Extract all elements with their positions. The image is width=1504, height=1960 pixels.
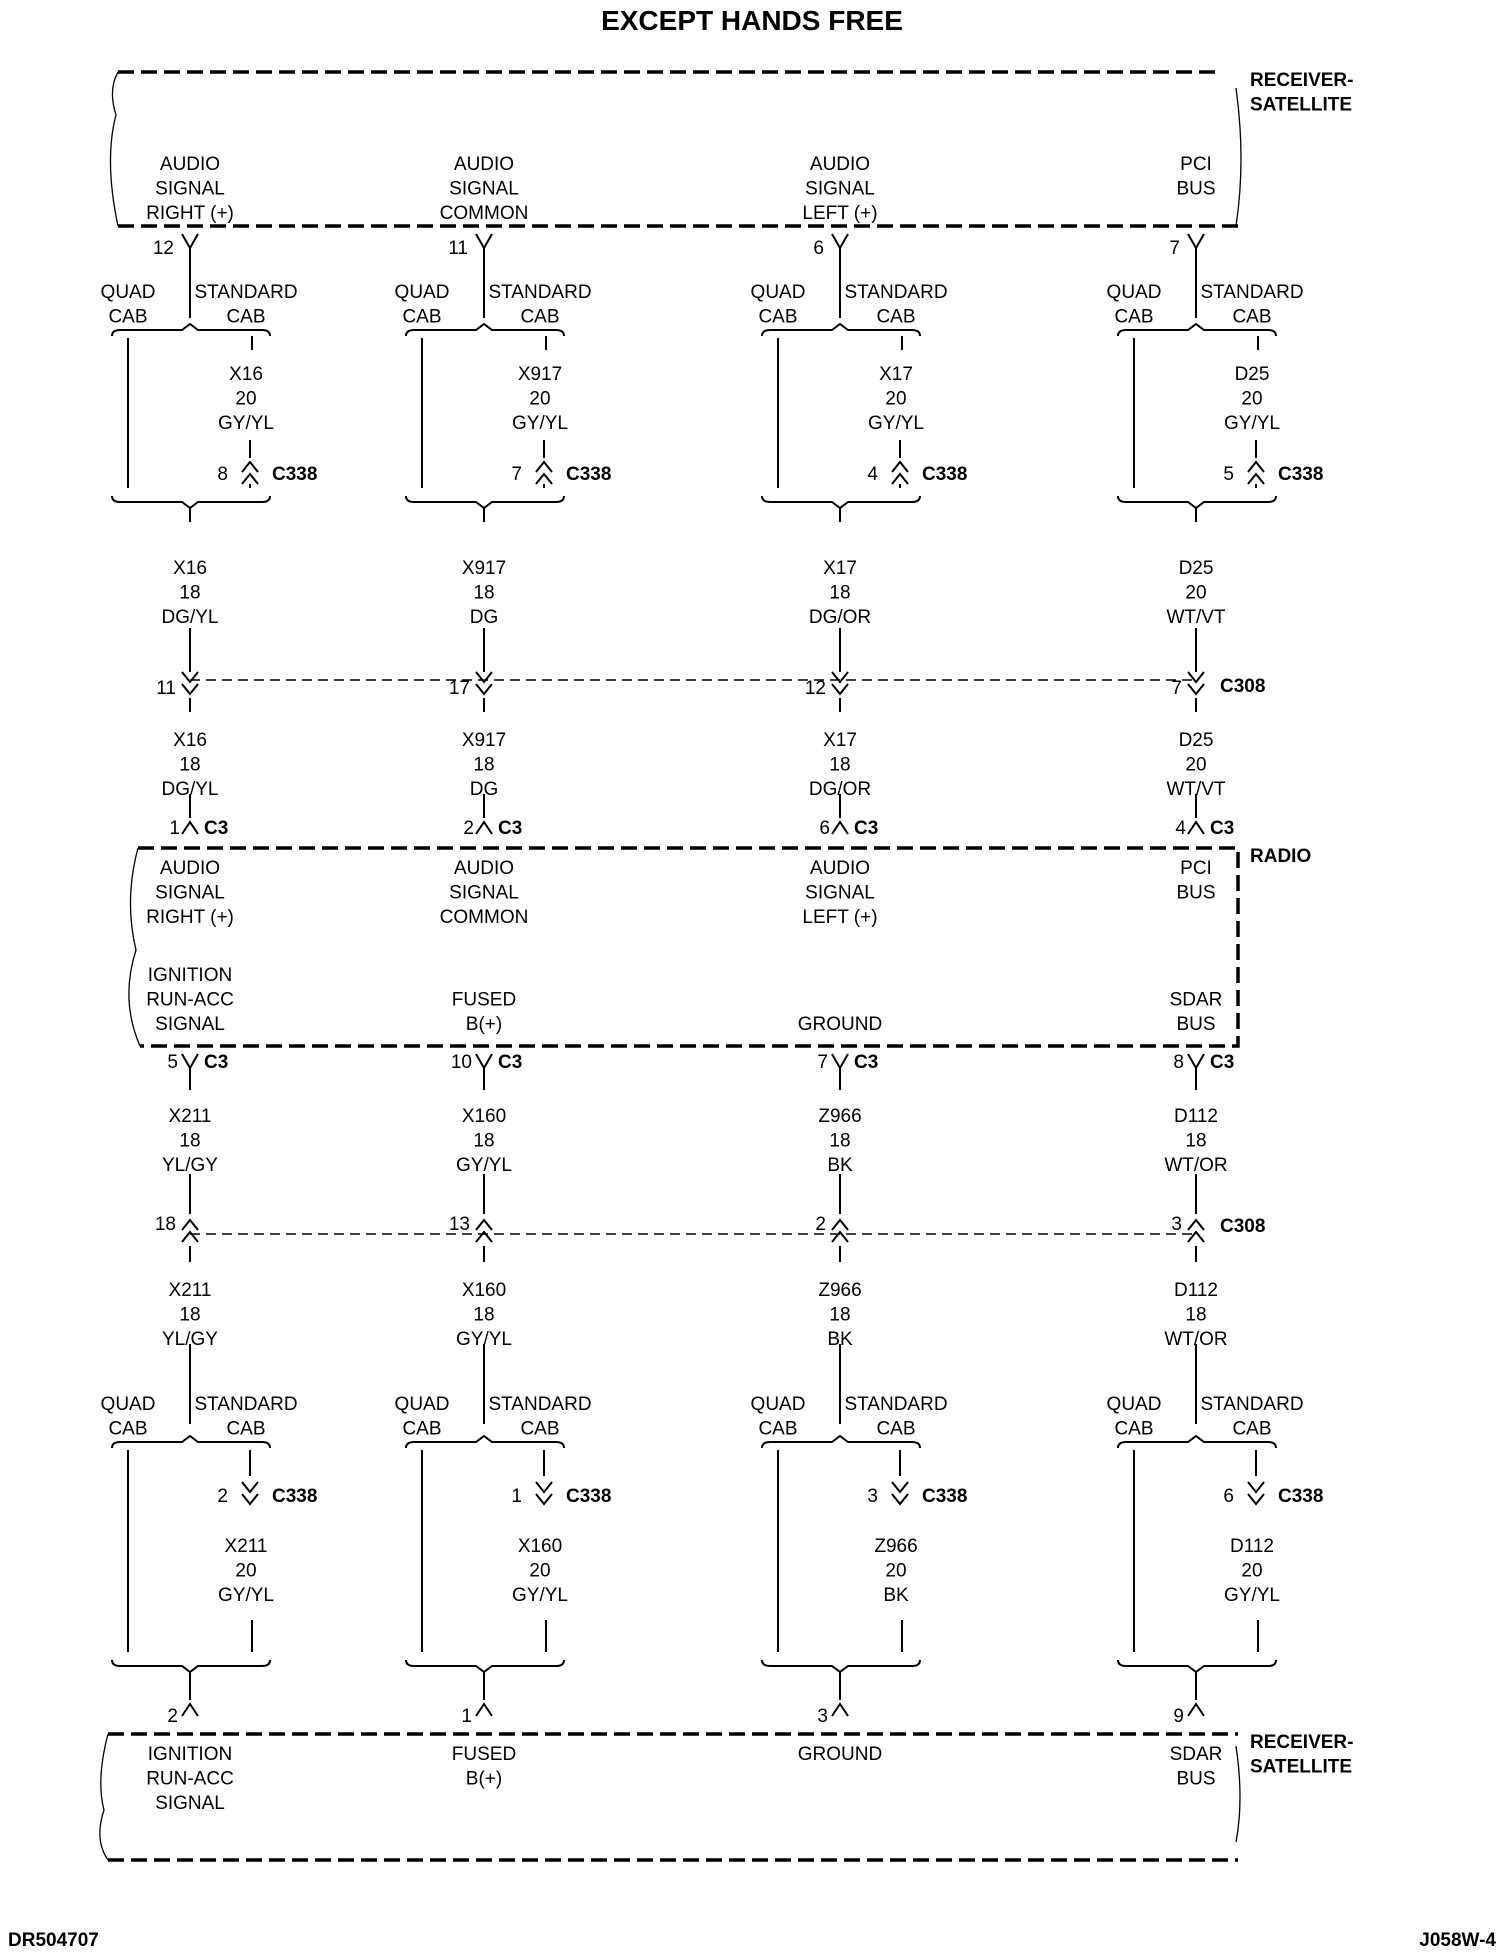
radio-border bbox=[138, 848, 1238, 1046]
col2-radio-bottom-terminal bbox=[476, 1054, 492, 1068]
col2-branch-top-standard-label: STANDARD bbox=[488, 282, 592, 303]
col1-branch-top-wire-label: GY/YL bbox=[218, 413, 274, 434]
col2-branch-bottom-c338-connector bbox=[536, 1494, 552, 1504]
col3-branch-top-c338-connector bbox=[892, 474, 908, 484]
col2-wire-b-label: X917 bbox=[461, 730, 507, 751]
col1-branch-top-quad-label: QUAD bbox=[100, 282, 156, 303]
col4-wire-b-label: 20 bbox=[1185, 754, 1207, 776]
receiver-satellite-bottom-label: SATELLITE bbox=[1250, 1756, 1353, 1778]
col3-wire-b-label: X17 bbox=[823, 730, 857, 751]
col3-wire-d-label: BK bbox=[827, 1329, 853, 1350]
col2-radio-bottom-pin: 10 bbox=[450, 1052, 472, 1073]
col3-branch-bottom-wire-label: 20 bbox=[885, 1560, 907, 1582]
col2-branch-bottom-quad-label: CAB bbox=[402, 1418, 442, 1440]
col2-branch-bottom-standard-label: CAB bbox=[520, 1418, 560, 1440]
col3-c308-top-pin: 12 bbox=[804, 678, 826, 699]
c308-top-label: C308 bbox=[1220, 676, 1266, 697]
col1-branch-top-quad-label: CAB bbox=[108, 306, 148, 328]
footer-right-code: J058W-4 bbox=[1419, 1930, 1496, 1951]
col3-radio-bottom-pin: 7 bbox=[817, 1052, 828, 1073]
col1-branch-bottom-wire-label: X211 bbox=[224, 1536, 268, 1557]
col4-wire-d-label: 18 bbox=[1185, 1304, 1207, 1326]
col2-radio-top-pin-label: COMMON bbox=[439, 907, 529, 928]
col1-wire-a-label: DG/YL bbox=[161, 607, 219, 628]
col4-branch-bottom-standard-label: CAB bbox=[1232, 1418, 1272, 1440]
col3-receiver-top-pin-label: LEFT (+) bbox=[802, 203, 878, 224]
col2-branch-top-wire-label: GY/YL bbox=[512, 413, 568, 434]
col2-receiver-top-pin-terminal bbox=[476, 234, 492, 248]
col4-radio-top-terminal bbox=[1188, 822, 1204, 834]
col4-wire-d-label: D112 bbox=[1173, 1280, 1219, 1301]
col2-wire-c-label: 18 bbox=[473, 1130, 495, 1152]
col4-radio-bottom-pin-label: SDAR bbox=[1169, 989, 1223, 1011]
col1-branch-bottom-c338-connector bbox=[242, 1494, 258, 1504]
col4-receiver-bottom-pin: 9 bbox=[1173, 1706, 1184, 1727]
col1-branch-top-c338-pin: 8 bbox=[217, 464, 228, 485]
col2-receiver-top-pin-label: COMMON bbox=[439, 203, 529, 224]
col1-branch-bottom-c338-pin: 2 bbox=[217, 1486, 228, 1507]
col4-branch-top-merge-bracket bbox=[1118, 496, 1276, 508]
col3-branch-bottom-c338-pin: 3 bbox=[867, 1486, 878, 1507]
col3-wire-c-label: 18 bbox=[829, 1130, 851, 1152]
receiver-satellite-top-right-edge bbox=[1236, 88, 1241, 226]
col4-branch-bottom-quad-label: CAB bbox=[1114, 1418, 1154, 1440]
receiver-satellite-bottom-label: RECEIVER- bbox=[1250, 1732, 1354, 1753]
col1-radio-bottom-terminal bbox=[182, 1054, 198, 1068]
receiver-satellite-bottom-left-edge bbox=[100, 1734, 108, 1860]
col1-radio-bottom-pin-label: IGNITION bbox=[147, 965, 233, 986]
col1-radio-top-pin-label: SIGNAL bbox=[155, 882, 225, 904]
col3-branch-top-standard-label: CAB bbox=[876, 306, 916, 328]
col1-radio-bottom-pin-label: SIGNAL bbox=[155, 1014, 225, 1035]
col3-wire-a-label: 18 bbox=[829, 582, 851, 604]
col2-branch-top-wire-label: 20 bbox=[529, 388, 551, 410]
col4-c308-bottom-pin: 3 bbox=[1171, 1214, 1182, 1235]
col2-wire-d-label: GY/YL bbox=[456, 1329, 512, 1350]
col1-branch-top-merge-bracket bbox=[112, 496, 270, 508]
col3-branch-top-c338-label: C338 bbox=[922, 464, 968, 485]
col2-branch-top-merge-bracket bbox=[406, 496, 564, 508]
col4-receiver-bottom-pin-label: SDAR bbox=[1169, 1744, 1223, 1765]
col1-branch-bottom-merge-bracket bbox=[112, 1660, 270, 1672]
col2-wire-d-label: 18 bbox=[473, 1304, 495, 1326]
col3-branch-bottom-c338-connector bbox=[892, 1494, 908, 1504]
col1-branch-bottom-c338-label: C338 bbox=[272, 1486, 318, 1507]
col1-wire-b-label: X16 bbox=[173, 730, 207, 751]
col3-branch-top-standard-label: STANDARD bbox=[844, 282, 948, 303]
col2-branch-top-c338-connector bbox=[536, 462, 552, 472]
col2-wire-a-label: DG bbox=[469, 607, 499, 628]
col3-c308-bottom-connector bbox=[832, 1220, 848, 1230]
col3-branch-top-wire-label: X17 bbox=[879, 364, 913, 385]
col2-branch-bottom-c338-label: C338 bbox=[566, 1486, 612, 1507]
col4-branch-top-c338-connector bbox=[1248, 474, 1264, 484]
col1-wire-a-label: X16 bbox=[173, 558, 207, 579]
col2-branch-bottom-merge-bracket bbox=[406, 1660, 564, 1672]
col4-branch-bottom-merge-bracket bbox=[1118, 1660, 1276, 1672]
col4-radio-bottom-pin-label: BUS bbox=[1176, 1014, 1216, 1035]
col4-branch-top-wire-label: D25 bbox=[1234, 364, 1270, 385]
col2-radio-top-pin-label: SIGNAL bbox=[449, 882, 519, 904]
col2-wire-c-label: X160 bbox=[461, 1106, 507, 1127]
col1-receiver-bottom-pin-label: IGNITION bbox=[147, 1744, 233, 1765]
col1-wire-c-label: X211 bbox=[168, 1106, 212, 1127]
col1-branch-top-c338-connector bbox=[242, 462, 258, 472]
col1-wire-d-label: X211 bbox=[168, 1280, 212, 1301]
col3-radio-bottom-pin-label: GROUND bbox=[797, 1014, 883, 1035]
col3-radio-top-pin-label: SIGNAL bbox=[805, 882, 875, 904]
col2-branch-top-standard-label: CAB bbox=[520, 306, 560, 328]
col1-branch-bottom-wire-label: 20 bbox=[235, 1560, 257, 1582]
col4-branch-bottom-c338-label: C338 bbox=[1278, 1486, 1324, 1507]
col1-branch-top-standard-label: STANDARD bbox=[194, 282, 298, 303]
col1-branch-top-wire-label: 20 bbox=[235, 388, 257, 410]
col2-branch-top-c338-pin: 7 bbox=[511, 464, 522, 485]
col4-wire-a-label: 20 bbox=[1185, 582, 1207, 604]
col1-radio-bottom-pin: 5 bbox=[167, 1052, 178, 1073]
col2-receiver-bottom-pin: 1 bbox=[461, 1706, 472, 1727]
col1-wire-a-label: 18 bbox=[179, 582, 201, 604]
col3-radio-top-pin-label: LEFT (+) bbox=[802, 907, 878, 928]
col3-branch-top-quad-label: CAB bbox=[758, 306, 798, 328]
receiver-satellite-bottom-right-edge bbox=[1236, 1746, 1240, 1842]
col4-branch-top-wire-label: 20 bbox=[1241, 388, 1263, 410]
col3-receiver-bottom-terminal bbox=[832, 1704, 848, 1716]
col2-receiver-top-pin-number: 11 bbox=[448, 238, 468, 259]
col4-receiver-bottom-pin-label: BUS bbox=[1176, 1768, 1216, 1790]
col1-wire-b-label: DG/YL bbox=[161, 779, 219, 800]
col4-radio-top-pin: 4 bbox=[1175, 818, 1186, 839]
col4-receiver-top-pin-number: 7 bbox=[1169, 238, 1180, 259]
col3-receiver-top-pin-label: SIGNAL bbox=[805, 178, 875, 200]
col4-c308-top-pin: 7 bbox=[1171, 678, 1182, 699]
col3-branch-bottom-quad-label: QUAD bbox=[750, 1394, 806, 1415]
col1-branch-bottom-standard-label: STANDARD bbox=[194, 1394, 298, 1415]
col1-radio-bottom-pin-label: RUN-ACC bbox=[146, 989, 234, 1011]
col4-wire-c-label: WT/OR bbox=[1164, 1155, 1228, 1176]
col4-c308-bottom-connector bbox=[1188, 1220, 1204, 1230]
col4-wire-c-label: 18 bbox=[1185, 1130, 1207, 1152]
col3-branch-top-merge-bracket bbox=[762, 496, 920, 508]
c308-bottom-label: C308 bbox=[1220, 1216, 1266, 1237]
col1-branch-top-c338-label: C338 bbox=[272, 464, 318, 485]
col1-branch-top-c338-connector bbox=[242, 474, 258, 484]
col2-branch-bottom-c338-pin: 1 bbox=[511, 1486, 522, 1507]
col4-radio-bottom-conn: C3 bbox=[1210, 1052, 1235, 1073]
col1-receiver-top-pin-number: 12 bbox=[152, 238, 174, 259]
col3-wire-d-label: Z966 bbox=[818, 1280, 862, 1301]
col2-radio-top-pin-label: AUDIO bbox=[453, 858, 515, 879]
col4-branch-bottom-c338-connector bbox=[1248, 1482, 1264, 1492]
col3-radio-bottom-conn: C3 bbox=[854, 1052, 879, 1073]
col4-branch-top-c338-connector bbox=[1248, 462, 1264, 472]
col1-branch-bottom-standard-label: CAB bbox=[226, 1418, 266, 1440]
col3-receiver-bottom-pin: 3 bbox=[817, 1706, 828, 1727]
col3-branch-top-wire-label: 20 bbox=[885, 388, 907, 410]
col4-radio-top-pin-label: PCI bbox=[1180, 858, 1212, 879]
col3-radio-top-pin: 6 bbox=[819, 818, 830, 839]
col2-wire-c-label: GY/YL bbox=[456, 1155, 512, 1176]
col1-branch-bottom-quad-label: QUAD bbox=[100, 1394, 156, 1415]
col2-branch-top-quad-label: CAB bbox=[402, 306, 442, 328]
col2-branch-bottom-wire-label: 20 bbox=[529, 1560, 551, 1582]
col1-wire-d-label: 18 bbox=[179, 1304, 201, 1326]
col2-branch-bottom-standard-label: STANDARD bbox=[488, 1394, 592, 1415]
col1-branch-bottom-quad-label: CAB bbox=[108, 1418, 148, 1440]
col3-branch-top-quad-label: QUAD bbox=[750, 282, 806, 303]
col3-receiver-bottom-pin-label: GROUND bbox=[797, 1744, 883, 1765]
col2-c308-bottom-pin: 13 bbox=[448, 1214, 470, 1235]
radio-left-edge bbox=[129, 848, 140, 1046]
col4-branch-top-quad-label: QUAD bbox=[1106, 282, 1162, 303]
col2-receiver-bottom-pin-label: FUSED bbox=[451, 1744, 517, 1765]
col4-branch-bottom-wire-label: GY/YL bbox=[1224, 1585, 1280, 1606]
col1-wire-d-label: YL/GY bbox=[162, 1329, 218, 1350]
col1-branch-bottom-c338-connector bbox=[242, 1482, 258, 1492]
col3-radio-bottom-terminal bbox=[832, 1054, 848, 1068]
col2-branch-top-c338-label: C338 bbox=[566, 464, 612, 485]
col2-wire-a-label: X917 bbox=[461, 558, 507, 579]
receiver-satellite-top-label: RECEIVER- bbox=[1250, 70, 1354, 91]
col2-branch-bottom-quad-label: QUAD bbox=[394, 1394, 450, 1415]
col3-wire-b-label: DG/OR bbox=[808, 779, 872, 800]
col3-radio-top-terminal bbox=[832, 822, 848, 834]
col4-receiver-bottom-terminal bbox=[1188, 1704, 1204, 1716]
col3-branch-bottom-c338-label: C338 bbox=[922, 1486, 968, 1507]
col3-branch-top-c338-connector bbox=[892, 462, 908, 472]
col1-wire-b-label: 18 bbox=[179, 754, 201, 776]
col3-wire-c-label: BK bbox=[827, 1155, 853, 1176]
col1-radio-bottom-conn: C3 bbox=[204, 1052, 229, 1073]
col2-radio-bottom-pin-label: FUSED bbox=[451, 989, 517, 1011]
col2-wire-b-label: 18 bbox=[473, 754, 495, 776]
col4-wire-a-label: WT/VT bbox=[1166, 607, 1226, 628]
col2-radio-top-pin: 2 bbox=[463, 818, 474, 839]
col1-receiver-top-pin-label: RIGHT (+) bbox=[146, 203, 234, 224]
col1-c308-top-pin: 11 bbox=[156, 678, 176, 699]
col4-branch-bottom-c338-pin: 6 bbox=[1223, 1486, 1234, 1507]
col1-radio-top-pin: 1 bbox=[169, 818, 180, 839]
col1-radio-top-terminal bbox=[182, 822, 198, 834]
col1-receiver-bottom-pin-label: SIGNAL bbox=[155, 1793, 225, 1814]
col2-radio-top-terminal bbox=[476, 822, 492, 834]
col2-wire-b-label: DG bbox=[469, 779, 499, 800]
col1-receiver-bottom-pin: 2 bbox=[167, 1706, 178, 1727]
col2-branch-bottom-wire-label: GY/YL bbox=[512, 1585, 568, 1606]
col3-branch-bottom-standard-label: STANDARD bbox=[844, 1394, 948, 1415]
col1-wire-c-label: YL/GY bbox=[162, 1155, 218, 1176]
col4-c308-top-connector bbox=[1188, 684, 1204, 694]
radio-label: RADIO bbox=[1250, 846, 1312, 867]
col4-radio-bottom-terminal bbox=[1188, 1054, 1204, 1068]
receiver-satellite-top-label: SATELLITE bbox=[1250, 94, 1353, 116]
col3-wire-c-label: Z966 bbox=[818, 1106, 862, 1127]
col1-radio-top-conn: C3 bbox=[204, 818, 229, 839]
col2-receiver-bottom-pin-label: B(+) bbox=[465, 1768, 503, 1790]
col3-branch-bottom-merge-bracket bbox=[762, 1660, 920, 1672]
col1-radio-top-pin-label: AUDIO bbox=[159, 858, 221, 879]
col2-receiver-top-pin-label: AUDIO bbox=[453, 154, 515, 175]
col2-radio-bottom-conn: C3 bbox=[498, 1052, 523, 1073]
col1-wire-c-label: 18 bbox=[179, 1130, 201, 1152]
col2-branch-bottom-c338-connector bbox=[536, 1482, 552, 1492]
col4-receiver-top-pin-label: PCI bbox=[1180, 154, 1212, 175]
col2-c308-top-connector bbox=[476, 684, 492, 694]
col3-receiver-top-pin-terminal bbox=[832, 234, 848, 248]
col3-receiver-top-pin-number: 6 bbox=[813, 238, 824, 259]
col1-receiver-bottom-pin-label: RUN-ACC bbox=[146, 1768, 234, 1790]
col2-branch-top-quad-label: QUAD bbox=[394, 282, 450, 303]
col3-branch-bottom-wire-label: BK bbox=[883, 1585, 909, 1606]
col3-wire-d-label: 18 bbox=[829, 1304, 851, 1326]
col4-branch-top-quad-label: CAB bbox=[1114, 306, 1154, 328]
col2-c308-top-pin: 17 bbox=[448, 678, 470, 699]
col1-receiver-top-pin-label: AUDIO bbox=[159, 154, 221, 175]
col4-wire-c-label: D112 bbox=[1173, 1106, 1219, 1127]
col3-branch-bottom-wire-label: Z966 bbox=[874, 1536, 918, 1557]
col2-radio-bottom-pin-label: B(+) bbox=[465, 1014, 503, 1035]
col4-branch-bottom-wire-label: 20 bbox=[1241, 1560, 1263, 1582]
col3-wire-a-label: X17 bbox=[823, 558, 857, 579]
col3-radio-top-pin-label: AUDIO bbox=[809, 858, 871, 879]
col4-wire-a-label: D25 bbox=[1178, 558, 1214, 579]
footer-left-code: DR504707 bbox=[8, 1930, 99, 1951]
col1-receiver-top-pin-terminal bbox=[182, 234, 198, 248]
col4-receiver-top-pin-terminal bbox=[1188, 234, 1204, 248]
col1-c308-bottom-connector bbox=[182, 1220, 198, 1230]
col1-branch-top-standard-label: CAB bbox=[226, 306, 266, 328]
col3-c308-top-connector bbox=[832, 684, 848, 694]
col2-wire-d-label: X160 bbox=[461, 1280, 507, 1301]
col3-wire-a-label: DG/OR bbox=[808, 607, 872, 628]
col3-branch-top-c338-pin: 4 bbox=[867, 464, 878, 485]
col4-branch-bottom-standard-label: STANDARD bbox=[1200, 1394, 1304, 1415]
col3-branch-top-wire-label: GY/YL bbox=[868, 413, 924, 434]
col1-receiver-bottom-terminal bbox=[182, 1704, 198, 1716]
col3-branch-bottom-quad-label: CAB bbox=[758, 1418, 798, 1440]
col2-branch-bottom-wire-label: X160 bbox=[517, 1536, 563, 1557]
col3-branch-bottom-standard-label: CAB bbox=[876, 1418, 916, 1440]
col4-branch-top-standard-label: STANDARD bbox=[1200, 282, 1304, 303]
col1-branch-top-wire-label: X16 bbox=[229, 364, 263, 385]
diagram-title: EXCEPT HANDS FREE bbox=[601, 5, 903, 36]
col3-radio-top-conn: C3 bbox=[854, 818, 879, 839]
col4-branch-top-c338-pin: 5 bbox=[1223, 464, 1234, 485]
col4-radio-top-pin-label: BUS bbox=[1176, 882, 1216, 904]
col2-receiver-top-pin-label: SIGNAL bbox=[449, 178, 519, 200]
col4-radio-bottom-pin: 8 bbox=[1173, 1052, 1184, 1073]
col1-receiver-top-pin-label: SIGNAL bbox=[155, 178, 225, 200]
col1-c308-top-connector bbox=[182, 684, 198, 694]
col2-radio-top-conn: C3 bbox=[498, 818, 523, 839]
col1-radio-top-pin-label: RIGHT (+) bbox=[146, 907, 234, 928]
col1-c308-bottom-pin: 18 bbox=[154, 1214, 176, 1235]
col4-wire-b-label: D25 bbox=[1178, 730, 1214, 751]
col2-branch-top-c338-connector bbox=[536, 474, 552, 484]
col3-branch-bottom-c338-connector bbox=[892, 1482, 908, 1492]
col4-radio-top-conn: C3 bbox=[1210, 818, 1235, 839]
col2-wire-a-label: 18 bbox=[473, 582, 495, 604]
col4-wire-b-label: WT/VT bbox=[1166, 779, 1226, 800]
col3-c308-bottom-pin: 2 bbox=[815, 1214, 826, 1235]
col4-branch-top-c338-label: C338 bbox=[1278, 464, 1324, 485]
receiver-satellite-top-left-edge bbox=[110, 72, 118, 226]
col3-receiver-top-pin-label: AUDIO bbox=[809, 154, 871, 175]
col2-receiver-bottom-terminal bbox=[476, 1704, 492, 1716]
col3-wire-b-label: 18 bbox=[829, 754, 851, 776]
col4-branch-bottom-wire-label: D112 bbox=[1229, 1536, 1275, 1557]
col4-branch-top-standard-label: CAB bbox=[1232, 306, 1272, 328]
col4-branch-bottom-quad-label: QUAD bbox=[1106, 1394, 1162, 1415]
col4-wire-d-label: WT/OR bbox=[1164, 1329, 1228, 1350]
col1-branch-bottom-wire-label: GY/YL bbox=[218, 1585, 274, 1606]
col2-branch-top-wire-label: X917 bbox=[517, 364, 563, 385]
col4-branch-bottom-c338-connector bbox=[1248, 1494, 1264, 1504]
col4-branch-top-wire-label: GY/YL bbox=[1224, 413, 1280, 434]
col2-c308-bottom-connector bbox=[476, 1220, 492, 1230]
col4-receiver-top-pin-label: BUS bbox=[1176, 178, 1216, 200]
